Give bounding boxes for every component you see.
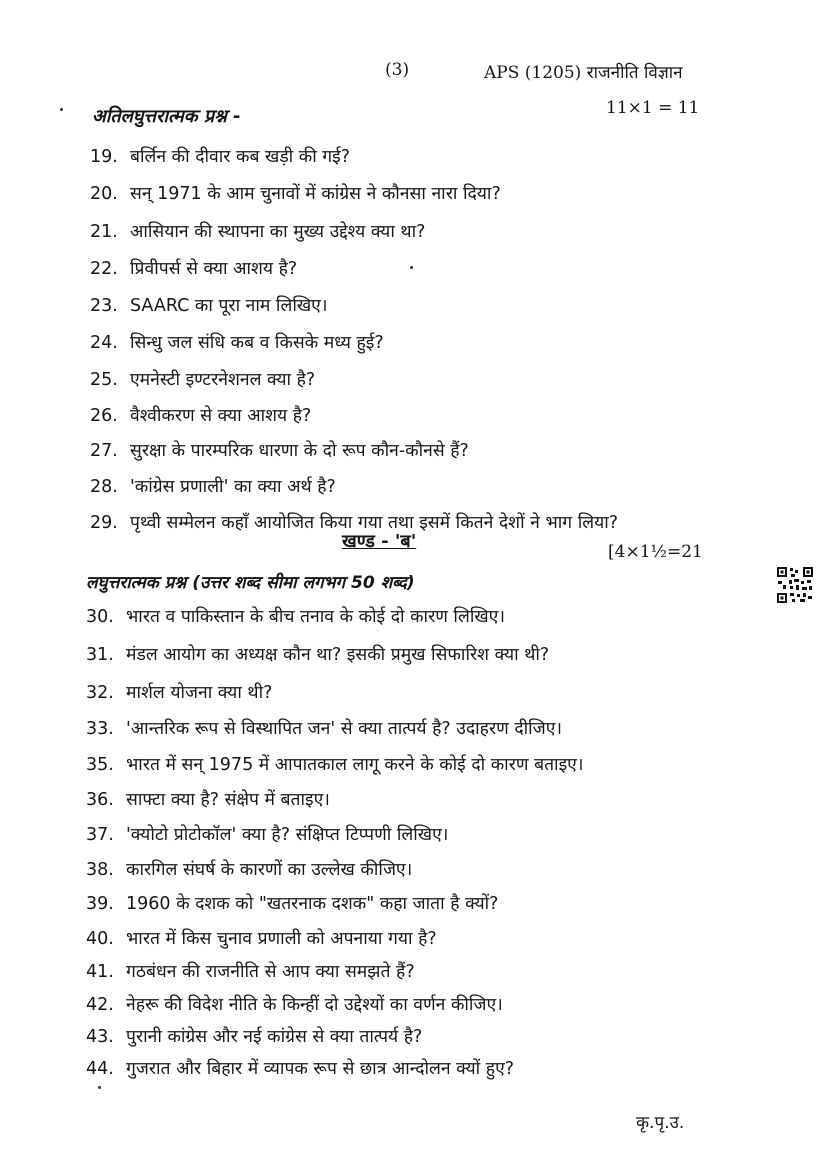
question-item: 37. 'क्योटो प्रोटोकॉल' क्या है? संक्षिप्त टिप्पणी लिखिए। [86,825,449,845]
question-item: 22. प्रिवीपर्स से क्या आशय है? [90,259,298,279]
question-item: 39. 1960 के दशक को "खतरनाक दशक" कहा जाता है क्यों? [86,894,499,914]
scan-speck [98,1086,101,1089]
scan-speck [410,266,413,269]
section-b-heading: लघुत्तरात्मक प्रश्न (उत्तर शब्द सीमा लगभग 50 शब्द) [86,573,415,593]
section-b-title: खण्ड - 'ब' [342,531,417,552]
question-item: 21. आसियान की स्थापना का मुख्य उद्देश्य क्या था? [90,222,426,242]
paper-code: APS (1205) राजनीति विज्ञान [484,63,683,83]
question-item: 32. मार्शल योजना क्या थी? [86,683,273,703]
question-item: 36. साफ्टा क्या है? संक्षेप में बताइए। [86,790,330,810]
question-item: 43. पुरानी कांग्रेस और नई कांग्रेस से क्या तात्पर्य है? [86,1027,423,1047]
question-item: 23. SAARC का पूरा नाम लिखिए। [90,296,328,316]
question-item: 30. भारत व पाकिस्तान के बीच तनाव के कोई दो कारण लिखिए। [86,607,505,627]
question-item: 31. मंडल आयोग का अध्यक्ष कौन था? इसकी प्रमुख सिफारिश क्या थी? [86,645,550,665]
question-item: 42. नेहरू की विदेश नीति के किन्हीं दो उद्देश्यों का वर्णन कीजिए। [86,995,503,1015]
question-item: 25. एमनेस्टी इण्टरनेशनल क्या है? [90,370,316,390]
question-item: 38. कारगिल संघर्ष के कारणों का उल्लेख कीजिए। [86,860,413,880]
question-item: 41. गठबंधन की राजनीति से आप क्या समझते हैं? [86,962,415,982]
question-item: 24. सिन्धु जल संधि कब व किसके मध्य हुई? [90,333,384,353]
section-b-marks: [4×1½=21 [608,542,703,562]
question-item: 20. सन् 1971 के आम चुनावों में कांग्रेस ने कौनसा नारा दिया? [90,184,501,204]
section-a-heading: अतिलघुत्तरात्मक प्रश्न - [92,106,241,127]
question-item: 26. वैश्वीकरण से क्या आशय है? [90,406,312,426]
question-item: 29. पृथ्वी सम्मेलन कहाँ आयोजित किया गया तथा इसमें कितने देशों ने भाग लिया? [90,513,619,533]
page-number: (3) [385,60,410,80]
question-item: 44. गुजरात और बिहार में व्यापक रूप से छात्र आन्दोलन क्यों हुए? [86,1059,515,1079]
question-item: 35. भारत में सन् 1975 में आपातकाल लागू करने के कोई दो कारण बताइए। [86,755,584,775]
question-item: 19. बर्लिन की दीवार कब खड़ी की गई? [90,147,351,167]
question-item: 27. सुरक्षा के पारम्परिक धारणा के दो रूप कौन-कौनसे हैं? [90,441,469,461]
question-item: 40. भारत में किस चुनाव प्रणाली को अपनाया गया है? [86,929,437,949]
page-turn-note: कृ.पृ.उ. [636,1113,685,1133]
scan-speck [60,108,63,111]
qr-code-icon [776,566,814,604]
question-item: 33. 'आन्तरिक रूप से विस्थापित जन' से क्या तात्पर्य है? उदाहरण दीजिए। [86,719,562,739]
section-a-marks: 11×1 = 11 [606,98,700,118]
question-item: 28. 'कांग्रेस प्रणाली' का क्या अर्थ है? [90,477,336,497]
